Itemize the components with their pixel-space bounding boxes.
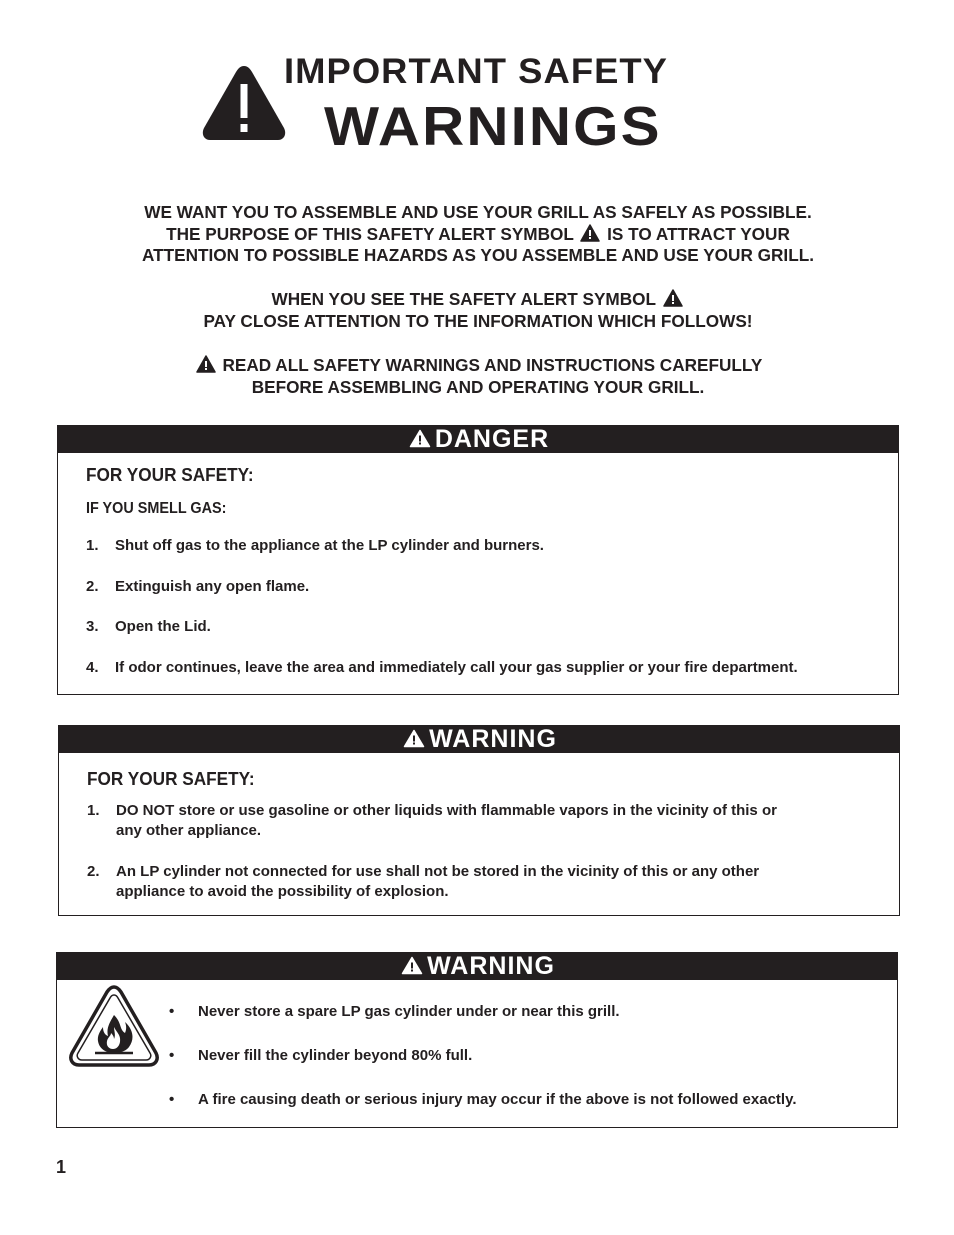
intro-text: IS TO ATTRACT YOUR: [607, 223, 790, 244]
list-item-text: A fire causing death or serious injury may occur if the above is not followed exactly.: [198, 1091, 797, 1108]
list-item-line: An LP cylinder not connected for use shall not be stored in the vicinity of this or any other: [116, 863, 760, 880]
page-title-line-1: IMPORTANT SAFETY: [284, 52, 669, 91]
warning-box-2-header: [57, 953, 897, 980]
intro-text: THE PURPOSE OF THIS SAFETY ALERT SYMBOL: [166, 223, 574, 244]
list-item-text: [116, 862, 876, 902]
intro-paragraph-2: [60, 289, 896, 332]
list-item-number: 1.: [86, 537, 99, 554]
intro-line: [60, 289, 896, 311]
safety-alert-icon: [196, 355, 216, 373]
list-item-number: 1.: [87, 802, 100, 819]
warning-subheading: FOR YOUR SAFETY:: [87, 768, 255, 789]
list-item-number: 3.: [86, 618, 99, 635]
page-title-line-2: WARNINGS: [324, 95, 662, 157]
intro-line: WE WANT YOU TO ASSEMBLE AND USE YOUR GRILL AS SAFELY AS POSSIBLE.: [144, 202, 812, 222]
intro-text: READ ALL SAFETY WARNINGS AND INSTRUCTIONS CAREFULLY: [222, 355, 763, 375]
bullet-symbol: •: [169, 1047, 175, 1064]
danger-box-header: [58, 426, 898, 453]
list-item-text: Never store a spare LP gas cylinder under or near this grill.: [198, 1003, 620, 1020]
intro-line: [60, 224, 896, 246]
list-item-line: any other appliance.: [116, 822, 262, 839]
safety-alert-icon: [580, 224, 600, 242]
list-item-text: [116, 801, 876, 841]
intro-text: WHEN YOU SEE THE SAFETY ALERT SYMBOL: [271, 289, 656, 309]
flammable-flame-icon: [65, 981, 163, 1069]
warning-heading: WARNING: [427, 952, 555, 980]
list-item-number: 4.: [86, 659, 99, 676]
intro-line: PAY CLOSE ATTENTION TO THE INFORMATION WHICH FOLLOWS!: [203, 310, 753, 331]
warning-triangle-icon: [200, 62, 288, 142]
bullet-symbol: •: [169, 1091, 175, 1108]
intro-paragraph-1: [60, 202, 896, 267]
bullet-symbol: •: [169, 1003, 175, 1020]
list-item-text: Extinguish any open flame.: [115, 578, 310, 595]
list-item-text: Shut off gas to the appliance at the LP cylinder and burners.: [115, 537, 544, 554]
danger-heading: DANGER: [434, 425, 550, 453]
safety-alert-icon: [403, 729, 425, 748]
danger-subheading: FOR YOUR SAFETY:: [86, 464, 254, 485]
warning-box-1: [58, 725, 900, 916]
danger-box: [57, 425, 899, 695]
danger-condition: IF YOU SMELL GAS:: [86, 500, 227, 517]
page-header: [200, 50, 760, 160]
list-item-line: DO NOT store or use gasoline or other liquids with flammable vapors in the vicinity of this or: [116, 802, 777, 819]
warning-box-2: [56, 952, 898, 1128]
list-item-number: 2.: [86, 578, 99, 595]
safety-alert-icon: [663, 289, 683, 307]
list-item-text: Open the Lid.: [115, 618, 211, 635]
intro-line: [60, 355, 896, 377]
page-number: 1: [56, 1157, 67, 1177]
intro-line: ATTENTION TO POSSIBLE HAZARDS AS YOU ASSEMBLE AND USE YOUR GRILL.: [142, 245, 814, 265]
safety-alert-icon: [409, 429, 431, 448]
intro-line: BEFORE ASSEMBLING AND OPERATING YOUR GRILL.: [251, 376, 705, 397]
list-item-line: appliance to avoid the possibility of explosion.: [116, 883, 449, 900]
list-item-number: 2.: [87, 863, 100, 880]
warning-box-1-header: [59, 726, 899, 753]
warning-heading: WARNING: [429, 725, 557, 753]
list-item-text: If odor continues, leave the area and immediately call your gas supplier or your fire department.: [115, 659, 798, 676]
intro-paragraph-3: [60, 355, 896, 398]
list-item-text: Never fill the cylinder beyond 80% full.: [198, 1047, 473, 1064]
safety-alert-icon: [401, 956, 423, 975]
